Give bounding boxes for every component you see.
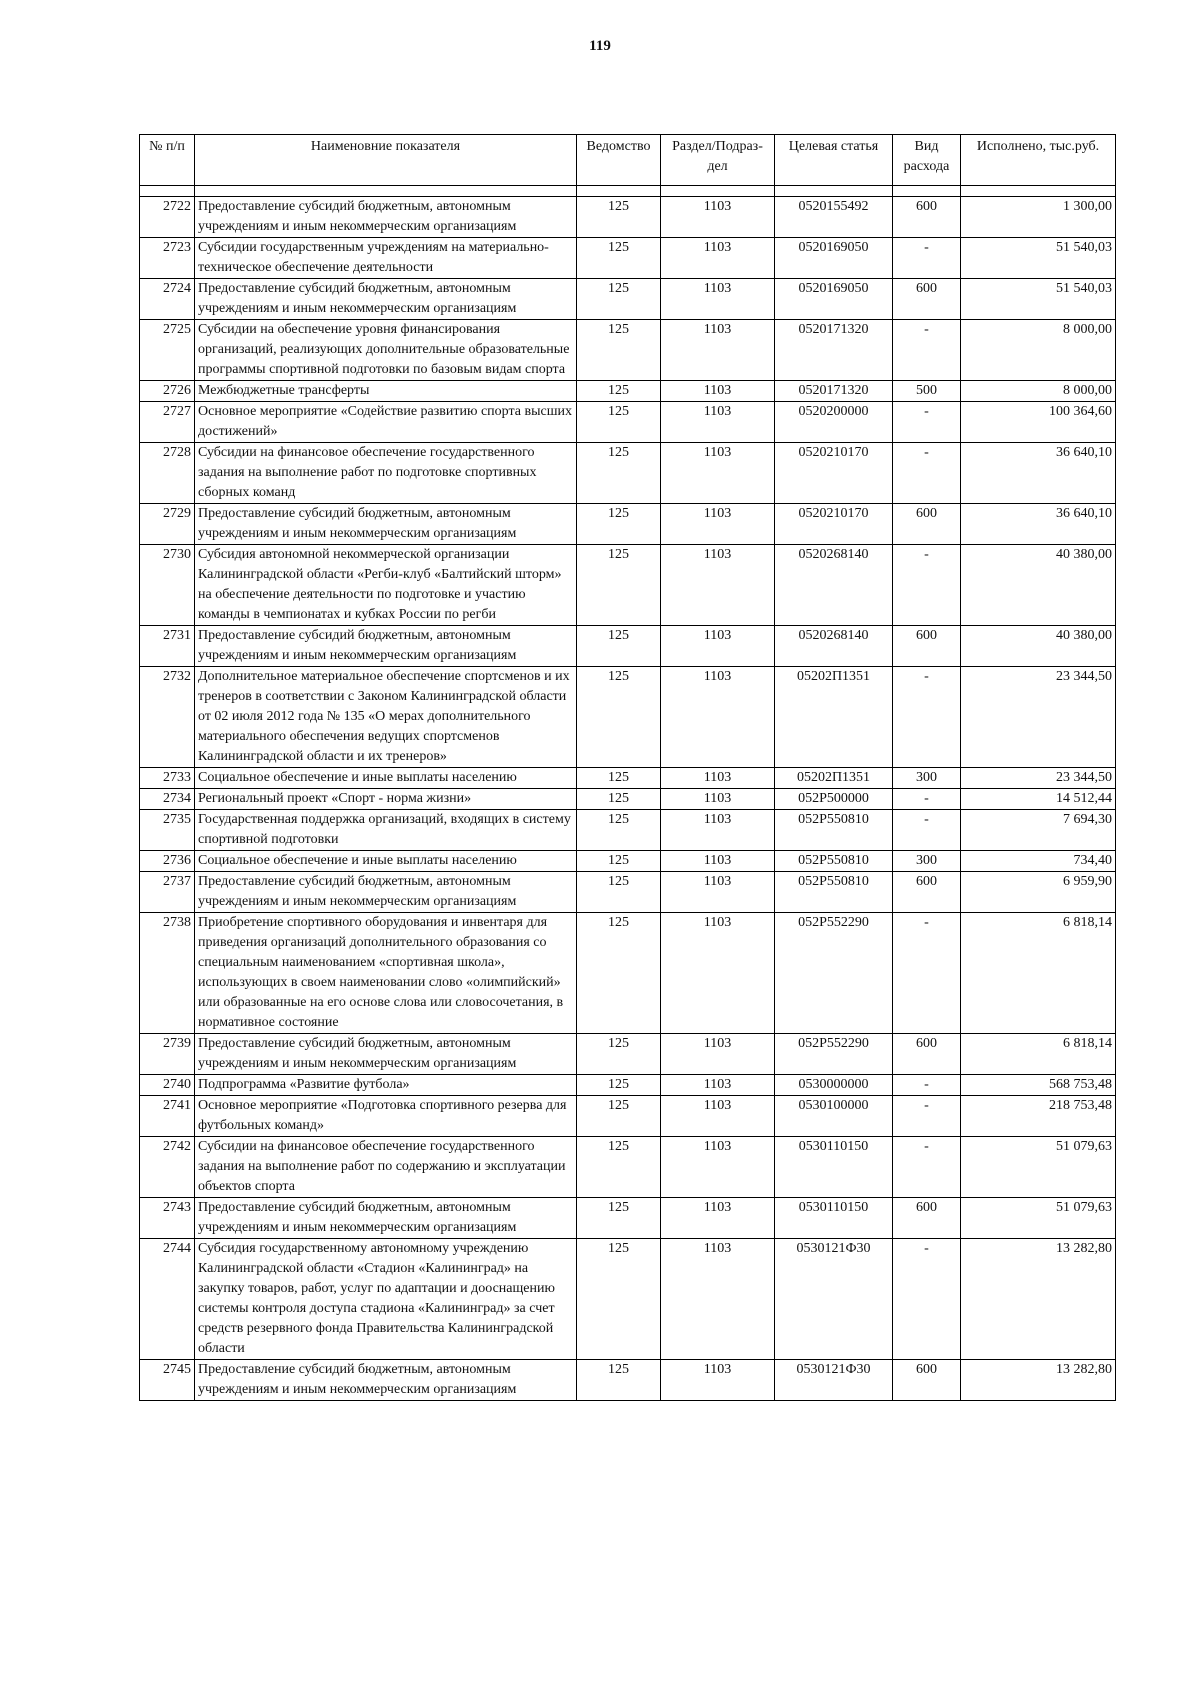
cell-target: 0520169050 (775, 238, 893, 279)
cell-num: 2728 (140, 443, 195, 504)
cell-name: Субсидии на обеспечение уровня финансирования организаций, реализующих дополнительные образовательные программы спортивной подготовки по базовым видам спорта (195, 320, 577, 381)
cell-dept: 125 (577, 238, 661, 279)
cell-dept: 125 (577, 402, 661, 443)
cell-num: 2730 (140, 545, 195, 626)
cell-section: 1103 (661, 1137, 775, 1198)
cell-amount: 8 000,00 (961, 381, 1116, 402)
cell-target: 0520210170 (775, 504, 893, 545)
cell-target: 0520171320 (775, 381, 893, 402)
cell-name: Предоставление субсидий бюджетным, автономным учреждениям и иным некоммерческим организациям (195, 1360, 577, 1401)
cell-amount: 51 079,63 (961, 1137, 1116, 1198)
cell-num: 2741 (140, 1096, 195, 1137)
cell-target: 0520171320 (775, 320, 893, 381)
cell-dept: 125 (577, 768, 661, 789)
cell-section: 1103 (661, 402, 775, 443)
table-row (140, 810, 1116, 851)
cell-name: Субсидия государственному автономному учреждению Калининградской области «Стадион «Калининград» на закупку товаров, работ, услуг по адаптации и дооснащению системы контроля доступа стадиона «Калининград» за счет средств резервного фонда Правительства Калининградской области (195, 1239, 577, 1360)
cell-name: Государственная поддержка организаций, входящих в систему спортивной подготовки (195, 810, 577, 851)
cell-amount: 13 282,80 (961, 1360, 1116, 1401)
cell-num: 2722 (140, 197, 195, 238)
cell-section: 1103 (661, 768, 775, 789)
cell-target: 05202П1351 (775, 768, 893, 789)
cell-type: 600 (893, 197, 961, 238)
table-row (140, 1096, 1116, 1137)
cell-section: 1103 (661, 626, 775, 667)
cell-num: 2723 (140, 238, 195, 279)
cell-section: 1103 (661, 1075, 775, 1096)
cell-num: 2732 (140, 667, 195, 768)
cell-num: 2731 (140, 626, 195, 667)
cell-dept: 125 (577, 197, 661, 238)
cell-type: 300 (893, 768, 961, 789)
cell-target: 0530000000 (775, 1075, 893, 1096)
cell-dept: 125 (577, 851, 661, 872)
cell-name: Предоставление субсидий бюджетным, автономным учреждениям и иным некоммерческим организациям (195, 197, 577, 238)
cell-target: 0520200000 (775, 402, 893, 443)
cell-type: 300 (893, 851, 961, 872)
cell-amount: 36 640,10 (961, 504, 1116, 545)
cell-type: - (893, 402, 961, 443)
cell-section: 1103 (661, 197, 775, 238)
cell-type: 600 (893, 279, 961, 320)
table-body (140, 197, 1116, 1401)
cell-section: 1103 (661, 279, 775, 320)
cell-amount: 8 000,00 (961, 320, 1116, 381)
cell-type: 600 (893, 872, 961, 913)
cell-type: 600 (893, 1034, 961, 1075)
cell-section: 1103 (661, 238, 775, 279)
cell-amount: 23 344,50 (961, 667, 1116, 768)
cell-type: - (893, 789, 961, 810)
cell-name: Основное мероприятие «Содействие развитию спорта высших достижений» (195, 402, 577, 443)
table-row (140, 667, 1116, 768)
header-num: № п/п (140, 135, 195, 186)
header-name: Наименовние показателя (195, 135, 577, 186)
cell-amount: 51 540,03 (961, 279, 1116, 320)
cell-name: Субсидии на финансовое обеспечение государственного задания на выполнение работ по подготовке спортивных сборных команд (195, 443, 577, 504)
cell-dept: 125 (577, 1075, 661, 1096)
table-row (140, 279, 1116, 320)
cell-target: 052Р500000 (775, 789, 893, 810)
cell-dept: 125 (577, 1239, 661, 1360)
table-row (140, 851, 1116, 872)
cell-name: Социальное обеспечение и иные выплаты населению (195, 851, 577, 872)
cell-dept: 125 (577, 1096, 661, 1137)
cell-dept: 125 (577, 626, 661, 667)
cell-name: Предоставление субсидий бюджетным, автономным учреждениям и иным некоммерческим организациям (195, 1198, 577, 1239)
cell-section: 1103 (661, 810, 775, 851)
cell-amount: 568 753,48 (961, 1075, 1116, 1096)
cell-num: 2736 (140, 851, 195, 872)
cell-amount: 6 818,14 (961, 913, 1116, 1034)
cell-name: Межбюджетные трансферты (195, 381, 577, 402)
cell-amount: 51 540,03 (961, 238, 1116, 279)
cell-target: 0520268140 (775, 545, 893, 626)
cell-amount: 40 380,00 (961, 626, 1116, 667)
cell-name: Предоставление субсидий бюджетным, автономным учреждениям и иным некоммерческим организациям (195, 279, 577, 320)
cell-target: 0520169050 (775, 279, 893, 320)
page-number: 119 (589, 38, 611, 54)
cell-type: - (893, 667, 961, 768)
cell-num: 2743 (140, 1198, 195, 1239)
table-row (140, 768, 1116, 789)
cell-dept: 125 (577, 1360, 661, 1401)
table-row (140, 1360, 1116, 1401)
cell-num: 2733 (140, 768, 195, 789)
cell-type: - (893, 913, 961, 1034)
cell-section: 1103 (661, 504, 775, 545)
cell-num: 2742 (140, 1137, 195, 1198)
table-row (140, 443, 1116, 504)
cell-num: 2729 (140, 504, 195, 545)
table-row (140, 1239, 1116, 1360)
cell-name: Субсидии на финансовое обеспечение государственного задания на выполнение работ по содержанию и эксплуатации объектов спорта (195, 1137, 577, 1198)
cell-name: Подпрограмма «Развитие футбола» (195, 1075, 577, 1096)
cell-target: 052Р552290 (775, 1034, 893, 1075)
cell-name: Региональный проект «Спорт - норма жизни» (195, 789, 577, 810)
cell-dept: 125 (577, 545, 661, 626)
cell-dept: 125 (577, 1034, 661, 1075)
cell-section: 1103 (661, 545, 775, 626)
table-row (140, 320, 1116, 381)
table-row (140, 1137, 1116, 1198)
cell-section: 1103 (661, 1239, 775, 1360)
table-row (140, 789, 1116, 810)
cell-section: 1103 (661, 1360, 775, 1401)
cell-target: 052Р550810 (775, 851, 893, 872)
cell-type: - (893, 320, 961, 381)
cell-name: Субсидия автономной некоммерческой организации Калининградской области «Регби-клуб «Балтийский шторм» на обеспечение деятельности по подготовке и участию команды в чемпионатах и кубках России по регби (195, 545, 577, 626)
cell-amount: 13 282,80 (961, 1239, 1116, 1360)
cell-target: 052Р550810 (775, 810, 893, 851)
table-row (140, 238, 1116, 279)
cell-type: - (893, 238, 961, 279)
cell-num: 2734 (140, 789, 195, 810)
header-target: Целевая статья (775, 135, 893, 186)
header-gap-row (140, 186, 1116, 197)
cell-num: 2738 (140, 913, 195, 1034)
cell-section: 1103 (661, 872, 775, 913)
cell-type: 600 (893, 1360, 961, 1401)
cell-section: 1103 (661, 1096, 775, 1137)
header-type: Вид расхода (893, 135, 961, 186)
table-row (140, 1075, 1116, 1096)
table-row (140, 402, 1116, 443)
cell-num: 2739 (140, 1034, 195, 1075)
cell-amount: 51 079,63 (961, 1198, 1116, 1239)
table-row (140, 545, 1116, 626)
cell-num: 2735 (140, 810, 195, 851)
cell-name: Дополнительное материальное обеспечение спортсменов и их тренеров в соответствии с Законом Калининградской области от 02 июля 2012 года № 135 «О мерах дополнительного материального обеспечения ведущих спортсменов Калининградской области и их тренеров» (195, 667, 577, 768)
cell-dept: 125 (577, 381, 661, 402)
header-section: Раздел/Подраз-дел (661, 135, 775, 186)
cell-target: 052Р550810 (775, 872, 893, 913)
cell-target: 0530110150 (775, 1198, 893, 1239)
cell-num: 2737 (140, 872, 195, 913)
cell-target: 0530100000 (775, 1096, 893, 1137)
cell-amount: 23 344,50 (961, 768, 1116, 789)
cell-amount: 7 694,30 (961, 810, 1116, 851)
cell-type: - (893, 545, 961, 626)
cell-dept: 125 (577, 872, 661, 913)
table-row (140, 913, 1116, 1034)
cell-type: 600 (893, 626, 961, 667)
cell-amount: 40 380,00 (961, 545, 1116, 626)
cell-dept: 125 (577, 320, 661, 381)
table-row (140, 1034, 1116, 1075)
cell-dept: 125 (577, 810, 661, 851)
cell-section: 1103 (661, 381, 775, 402)
cell-type: 500 (893, 381, 961, 402)
header-amount: Исполнено, тыс.руб. (961, 135, 1116, 186)
cell-section: 1103 (661, 443, 775, 504)
cell-num: 2724 (140, 279, 195, 320)
cell-name: Субсидии государственным учреждениям на материально-техническое обеспечение деятельности (195, 238, 577, 279)
table-row (140, 872, 1116, 913)
cell-dept: 125 (577, 1198, 661, 1239)
cell-num: 2744 (140, 1239, 195, 1360)
cell-num: 2725 (140, 320, 195, 381)
cell-dept: 125 (577, 1137, 661, 1198)
cell-num: 2727 (140, 402, 195, 443)
cell-target: 0520155492 (775, 197, 893, 238)
cell-amount: 6 959,90 (961, 872, 1116, 913)
cell-num: 2740 (140, 1075, 195, 1096)
cell-amount: 14 512,44 (961, 789, 1116, 810)
cell-num: 2726 (140, 381, 195, 402)
cell-dept: 125 (577, 913, 661, 1034)
cell-dept: 125 (577, 504, 661, 545)
cell-name: Предоставление субсидий бюджетным, автономным учреждениям и иным некоммерческим организациям (195, 872, 577, 913)
cell-section: 1103 (661, 1198, 775, 1239)
cell-section: 1103 (661, 1034, 775, 1075)
cell-name: Приобретение спортивного оборудования и инвентаря для приведения организаций дополнительного образования со специальным наименованием «спортивная школа», использующих в своем наименовании слово «олимпийский» или образованные на его основе слова или словосочетания, в нормативное состояние (195, 913, 577, 1034)
cell-name: Предоставление субсидий бюджетным, автономным учреждениям и иным некоммерческим организациям (195, 504, 577, 545)
cell-type: - (893, 1137, 961, 1198)
cell-name: Предоставление субсидий бюджетным, автономным учреждениям и иным некоммерческим организациям (195, 1034, 577, 1075)
cell-type: - (893, 810, 961, 851)
cell-dept: 125 (577, 789, 661, 810)
cell-target: 052Р552290 (775, 913, 893, 1034)
cell-type: 600 (893, 504, 961, 545)
cell-target: 0520268140 (775, 626, 893, 667)
header-row (140, 135, 1116, 186)
cell-type: - (893, 1239, 961, 1360)
cell-amount: 36 640,10 (961, 443, 1116, 504)
cell-amount: 6 818,14 (961, 1034, 1116, 1075)
cell-name: Предоставление субсидий бюджетным, автономным учреждениям и иным некоммерческим организациям (195, 626, 577, 667)
cell-type: - (893, 1096, 961, 1137)
cell-type: - (893, 1075, 961, 1096)
table-row (140, 626, 1116, 667)
cell-target: 0530121Ф30 (775, 1360, 893, 1401)
table-row (140, 1198, 1116, 1239)
cell-amount: 734,40 (961, 851, 1116, 872)
cell-amount: 218 753,48 (961, 1096, 1116, 1137)
cell-type: 600 (893, 1198, 961, 1239)
cell-target: 0530121Ф30 (775, 1239, 893, 1360)
cell-section: 1103 (661, 667, 775, 768)
cell-dept: 125 (577, 279, 661, 320)
cell-section: 1103 (661, 851, 775, 872)
cell-dept: 125 (577, 443, 661, 504)
cell-target: 05202П1351 (775, 667, 893, 768)
budget-table (139, 134, 1116, 1401)
cell-type: - (893, 443, 961, 504)
cell-dept: 125 (577, 667, 661, 768)
cell-amount: 100 364,60 (961, 402, 1116, 443)
cell-num: 2745 (140, 1360, 195, 1401)
cell-section: 1103 (661, 789, 775, 810)
cell-amount: 1 300,00 (961, 197, 1116, 238)
cell-section: 1103 (661, 320, 775, 381)
cell-name: Основное мероприятие «Подготовка спортивного резерва для футбольных команд» (195, 1096, 577, 1137)
cell-section: 1103 (661, 913, 775, 1034)
cell-name: Социальное обеспечение и иные выплаты населению (195, 768, 577, 789)
table-row (140, 504, 1116, 545)
cell-target: 0530110150 (775, 1137, 893, 1198)
table-row (140, 381, 1116, 402)
table-row (140, 197, 1116, 238)
cell-target: 0520210170 (775, 443, 893, 504)
header-dept: Ведомство (577, 135, 661, 186)
